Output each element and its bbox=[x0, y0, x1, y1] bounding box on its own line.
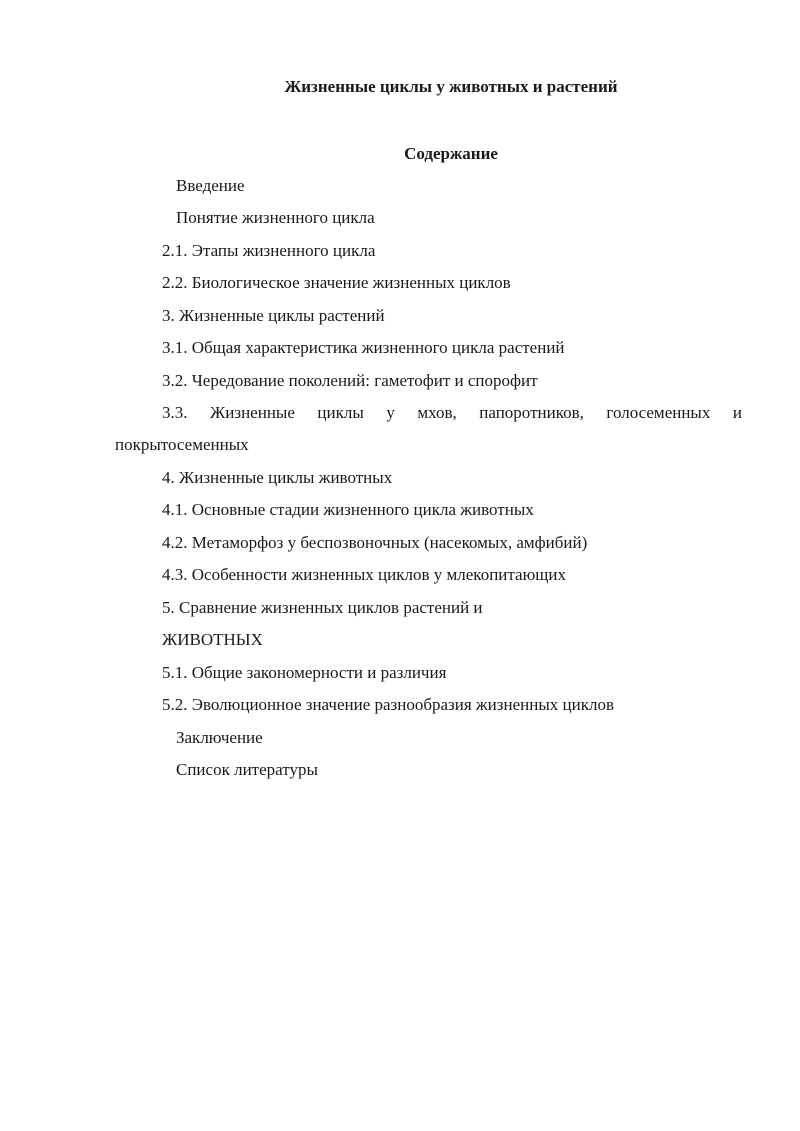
toc-item-conclusion: Заключение bbox=[176, 728, 263, 747]
toc-item-4-1: 4.1. Основные стадии жизненного цикла животных bbox=[162, 500, 534, 519]
toc-item-5-continuation: ЖИВОТНЫХ bbox=[162, 630, 263, 649]
toc-item-3-3-word: 3.3. bbox=[162, 403, 188, 422]
toc-item-3-2: 3.2. Чередование поколений: гаметофит и спорофит bbox=[162, 371, 538, 390]
toc-item-3-3-word: Жизненные bbox=[210, 403, 295, 422]
toc-item-3-3 bbox=[162, 402, 742, 424]
toc-item-introduction: Введение bbox=[176, 176, 245, 195]
toc-heading: Содержание bbox=[404, 144, 498, 163]
toc-item-3-3-word: и bbox=[732, 403, 742, 422]
toc-item-4-2: 4.2. Метаморфоз у беспозвоночных (насекомых, амфибий) bbox=[162, 533, 588, 552]
toc-item-references: Список литературы bbox=[176, 760, 318, 779]
toc-item-5-1: 5.1. Общие закономерности и различия bbox=[162, 663, 447, 682]
toc-item-2-1: 2.1. Этапы жизненного цикла bbox=[162, 241, 376, 260]
toc-item-3-3-word: циклы bbox=[317, 403, 364, 422]
toc-item-3-3-word: у bbox=[386, 403, 395, 422]
toc-item-5: 5. Сравнение жизненных циклов растений и bbox=[162, 598, 483, 617]
toc-item-2-2: 2.2. Биологическое значение жизненных циклов bbox=[162, 273, 511, 292]
toc-item-5-2: 5.2. Эволюционное значение разнообразия жизненных циклов bbox=[162, 695, 614, 714]
toc-item-3-3-word: голосеменных bbox=[606, 403, 711, 422]
toc-item-3-3-continuation: покрытосеменных bbox=[115, 435, 249, 454]
toc-item-3-3-word: папоротников, bbox=[479, 403, 584, 422]
toc-item-life-cycle-concept: Понятие жизненного цикла bbox=[176, 208, 375, 227]
toc-item-4-3: 4.3. Особенности жизненных циклов у млекопитающих bbox=[162, 565, 566, 584]
document-title: Жизненные циклы у животных и растений bbox=[284, 77, 618, 96]
toc-item-4: 4. Жизненные циклы животных bbox=[162, 468, 393, 487]
toc-item-3-3-word: мхов, bbox=[417, 403, 457, 422]
toc-item-3-1: 3.1. Общая характеристика жизненного цикла растений bbox=[162, 338, 565, 357]
toc-item-3: 3. Жизненные циклы растений bbox=[162, 306, 385, 325]
